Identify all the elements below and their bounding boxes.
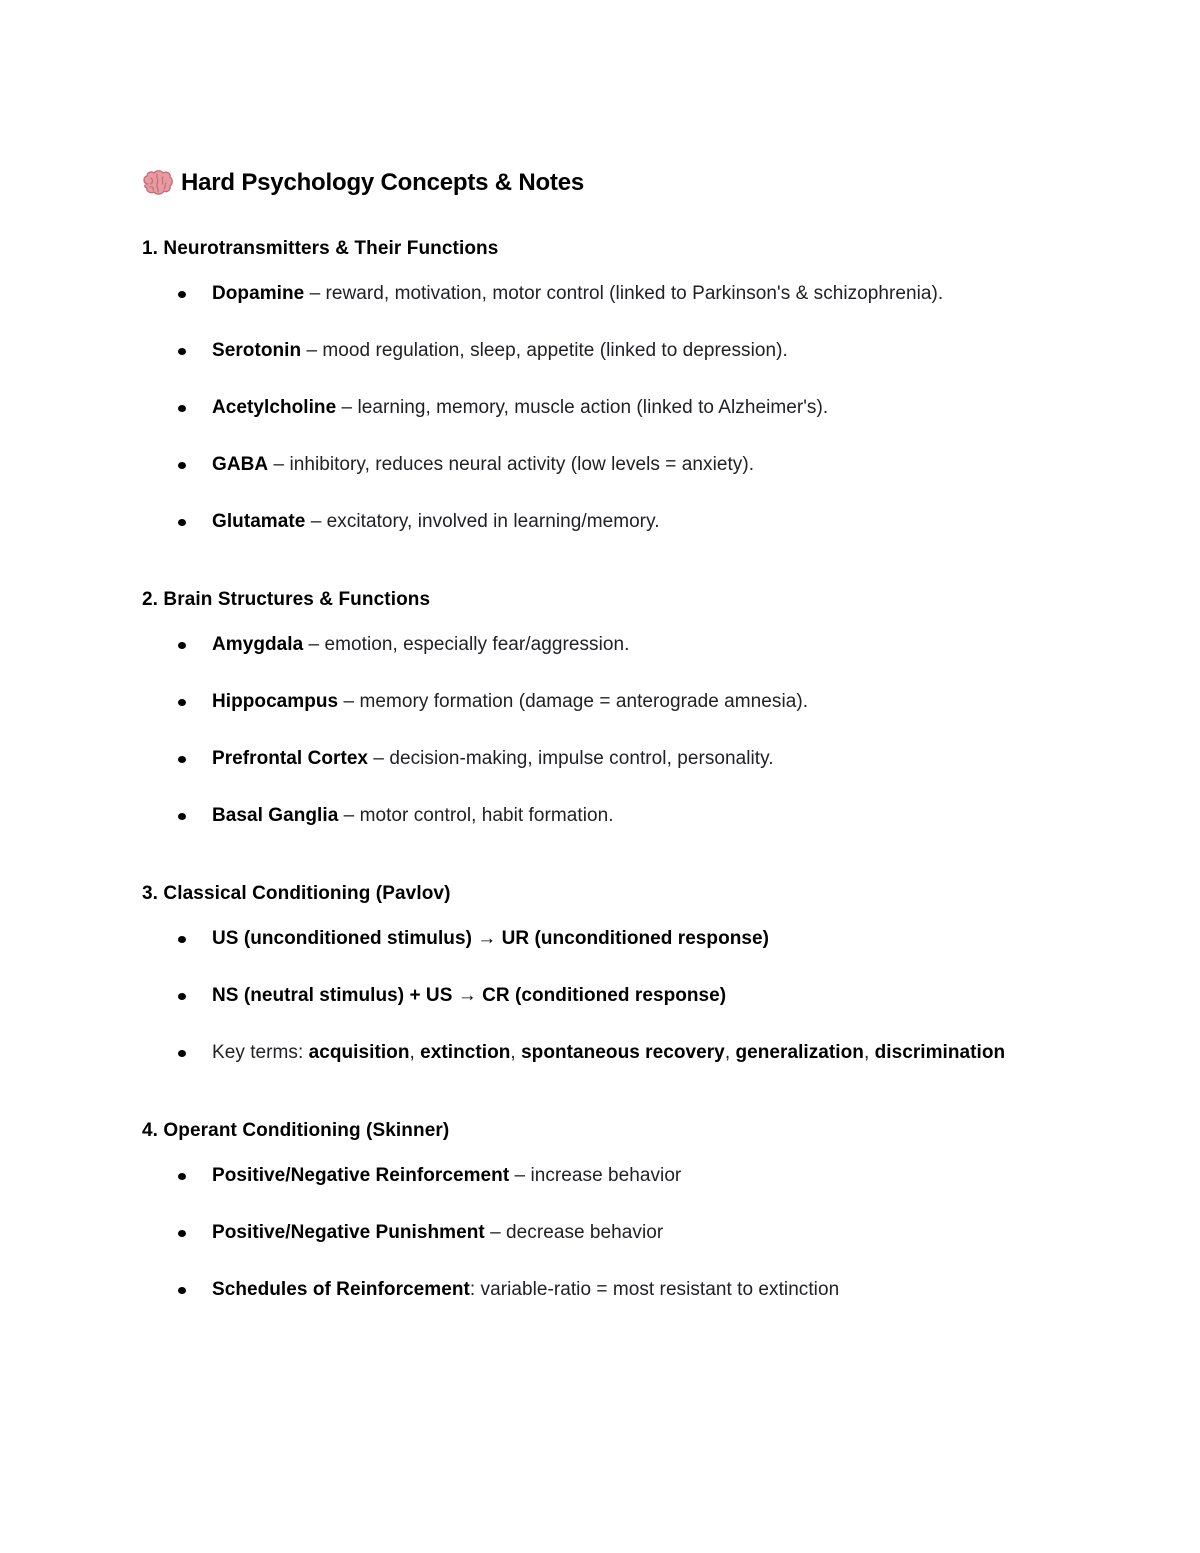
item-description: excitatory, involved in learning/memory. <box>326 511 660 532</box>
list-item <box>142 802 1102 830</box>
sections-container <box>142 236 1102 1304</box>
item-description: increase behavior <box>530 1165 682 1186</box>
item-term: Serotonin <box>212 340 302 361</box>
list-item <box>142 688 1102 716</box>
bullet-icon <box>178 519 186 526</box>
list-item <box>142 1039 1102 1067</box>
list-item <box>142 394 1102 422</box>
list-item <box>142 451 1102 479</box>
item-term: NS (neutral stimulus) + US → CR (conditioned response) <box>212 985 727 1006</box>
item-term: US (unconditioned stimulus) → UR (unconditioned response) <box>212 928 770 949</box>
document-title-text: Hard Psychology Concepts & Notes <box>181 169 585 196</box>
item-description: mood regulation, sleep, appetite (linked to depression). <box>322 340 788 361</box>
list-item <box>142 982 1102 1010</box>
key-term: acquisition <box>308 1042 410 1063</box>
term-joiner: , <box>724 1042 736 1063</box>
item-description: reward, motivation, motor control (linked to Parkinson's & schizophrenia). <box>325 283 944 304</box>
item-term: Prefrontal Cortex <box>212 748 369 769</box>
key-term: spontaneous recovery <box>521 1042 725 1063</box>
item-description: emotion, especially fear/aggression. <box>324 634 630 655</box>
item-term: Basal Ganglia <box>212 805 339 826</box>
term-joiner: , <box>510 1042 522 1063</box>
brain-icon <box>142 170 173 196</box>
item-lead: Key terms: <box>212 1042 309 1063</box>
item-separator: – <box>304 283 326 304</box>
list-item <box>142 1276 1102 1304</box>
item-term: Schedules of Reinforcement <box>212 1279 470 1300</box>
section-heading: 4. Operant Conditioning (Skinner) <box>142 1120 450 1141</box>
item-description: variable-ratio = most resistant to extinction <box>480 1279 840 1300</box>
bullet-icon <box>178 462 186 469</box>
item-separator: – <box>509 1165 531 1186</box>
term-joiner: , <box>409 1042 421 1063</box>
item-separator: – <box>338 805 360 826</box>
bullet-list <box>142 280 1102 536</box>
bullet-icon <box>178 405 186 412</box>
bullet-list <box>142 631 1102 830</box>
term-joiner: , <box>863 1042 875 1063</box>
section-spacer <box>142 1096 1102 1118</box>
item-term: Amygdala <box>212 634 304 655</box>
key-term: generalization <box>735 1042 864 1063</box>
bullet-icon <box>178 1050 186 1057</box>
item-separator: – <box>301 340 323 361</box>
section-3 <box>142 881 1102 1067</box>
item-separator: – <box>368 748 390 769</box>
item-term: Hippocampus <box>212 691 339 712</box>
item-term: Positive/Negative Punishment <box>212 1222 485 1243</box>
item-term: Dopamine <box>212 283 305 304</box>
bullet-icon <box>178 642 186 649</box>
key-term: extinction <box>420 1042 511 1063</box>
section-spacer <box>142 565 1102 587</box>
bullet-icon <box>178 1287 186 1294</box>
bullet-list <box>142 925 1102 1067</box>
section-spacer <box>142 859 1102 881</box>
item-term: Positive/Negative Reinforcement <box>212 1165 510 1186</box>
item-description: motor control, habit formation. <box>359 805 614 826</box>
item-description: memory formation (damage = anterograde amnesia). <box>359 691 809 712</box>
item-separator: – <box>336 397 358 418</box>
list-item <box>142 337 1102 365</box>
list-item <box>142 925 1102 953</box>
list-item <box>142 631 1102 659</box>
item-description: decrease behavior <box>506 1222 664 1243</box>
item-term: GABA <box>212 454 269 475</box>
section-4 <box>142 1118 1102 1304</box>
section-heading: 2. Brain Structures & Functions <box>142 589 431 610</box>
bullet-list <box>142 1162 1102 1304</box>
bullet-icon <box>178 699 186 706</box>
bullet-icon <box>178 348 186 355</box>
bullet-icon <box>178 756 186 763</box>
bullet-icon <box>178 1173 186 1180</box>
item-term: Acetylcholine <box>212 397 337 418</box>
item-separator: – <box>268 454 290 475</box>
section-1 <box>142 236 1102 536</box>
section-heading: 3. Classical Conditioning (Pavlov) <box>142 883 451 904</box>
section-2 <box>142 587 1102 830</box>
list-item <box>142 745 1102 773</box>
key-term: discrimination <box>874 1042 1006 1063</box>
bullet-icon <box>178 993 186 1000</box>
item-description: inhibitory, reduces neural activity (low levels = anxiety). <box>289 454 755 475</box>
item-description: learning, memory, muscle action (linked to Alzheimer's). <box>357 397 829 418</box>
item-separator: – <box>338 691 360 712</box>
list-item <box>142 1219 1102 1247</box>
bullet-icon <box>178 936 186 943</box>
list-item <box>142 1162 1102 1190</box>
document-page <box>142 166 1102 1333</box>
item-separator: – <box>303 634 325 655</box>
item-term: Glutamate <box>212 511 306 532</box>
item-separator: : <box>469 1279 481 1300</box>
bullet-icon <box>178 813 186 820</box>
list-item <box>142 280 1102 308</box>
bullet-icon <box>178 291 186 298</box>
document-title <box>142 166 1102 200</box>
list-item <box>142 508 1102 536</box>
item-description: decision-making, impulse control, personality. <box>389 748 774 769</box>
section-heading: 1. Neurotransmitters & Their Functions <box>142 238 499 259</box>
bullet-icon <box>178 1230 186 1237</box>
item-separator: – <box>484 1222 507 1243</box>
item-separator: – <box>305 511 327 532</box>
